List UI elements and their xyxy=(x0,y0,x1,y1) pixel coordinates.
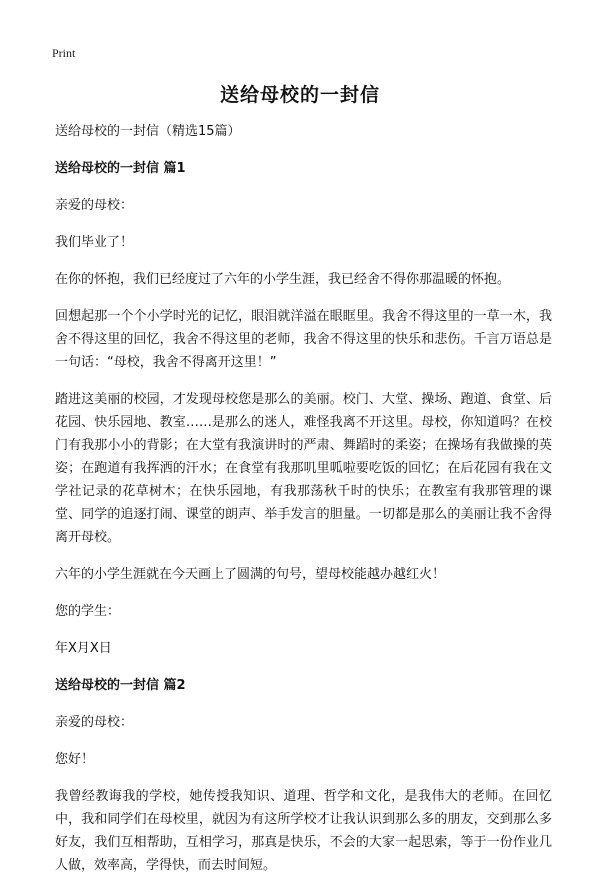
page-title: 送给母校的一封信 xyxy=(219,84,380,106)
print-label: Print xyxy=(52,46,76,60)
paragraph: 您的学生： xyxy=(55,604,121,619)
paragraph: 踏进这美丽的校园，才发现母校您是那么的美丽。校门、大堂、操场、跑道、食堂、后花园、快乐园地、教室……是那么的迷人，难怪我离不开这里。母校，你知道吗？在校门有我那小小的背影；在大堂有我演讲时的严肃、舞蹈时的柔姿；在操场有我做操的英姿；在跑道有我挥洒的汗水；在食堂有我那叽里呱啦要吃饭的回忆；在后花园有我在文学社记录的花草树木；在快乐园地，有我那荡秋千时的快乐；在教室有我那管理的课堂、同学的追逐打闹、课堂的朗声、举手发言的胆量。一切都是那么的美丽让我不舍得离开母校。 xyxy=(55,392,552,545)
article-body xyxy=(55,120,552,891)
paragraph: 亲爱的母校： xyxy=(55,715,134,730)
paragraph: 回想起那一个个小学时光的记忆，眼泪就洋溢在眼眶里。我舍不得这里的一草一木，我舍不得这里的回忆，我舍不得这里的老师，我舍不得这里的快乐和悲伤。千言万语总是一句话：“母校，我舍不得离开这里！” xyxy=(55,309,552,370)
subtitle: 送给母校的一封信（精选15篇） xyxy=(55,124,241,139)
paragraph: 您好！ xyxy=(55,752,95,767)
paragraph: 亲爱的母校： xyxy=(55,198,134,213)
paragraph: 我曾经教诲我的学校，她传授我知识、道理、哲学和文化，是我伟大的老师。在回忆中，我和同学们在母校里，就因为有这所学校才让我认识到那么多的朋友，交到那么多好友，我们互相帮助，互相学习，那真是快乐，不会的大家一起思索，等于一份作业几人做，效率高，学得快，而去时间短。 xyxy=(55,789,552,873)
paragraph: 在你的怀抱，我们已经度过了六年的小学生涯，我已经舍不得你那温暖的怀抱。 xyxy=(55,272,511,287)
paragraph: 年X月X日 xyxy=(55,641,112,656)
paragraph: 我们毕业了！ xyxy=(55,235,134,250)
paragraph: 六年的小学生涯就在今天画上了圆满的句号，望母校能越办越红火！ xyxy=(55,567,446,582)
section-heading: 送给母校的一封信 篇2 xyxy=(55,678,186,693)
section-heading: 送给母校的一封信 篇1 xyxy=(55,161,186,176)
